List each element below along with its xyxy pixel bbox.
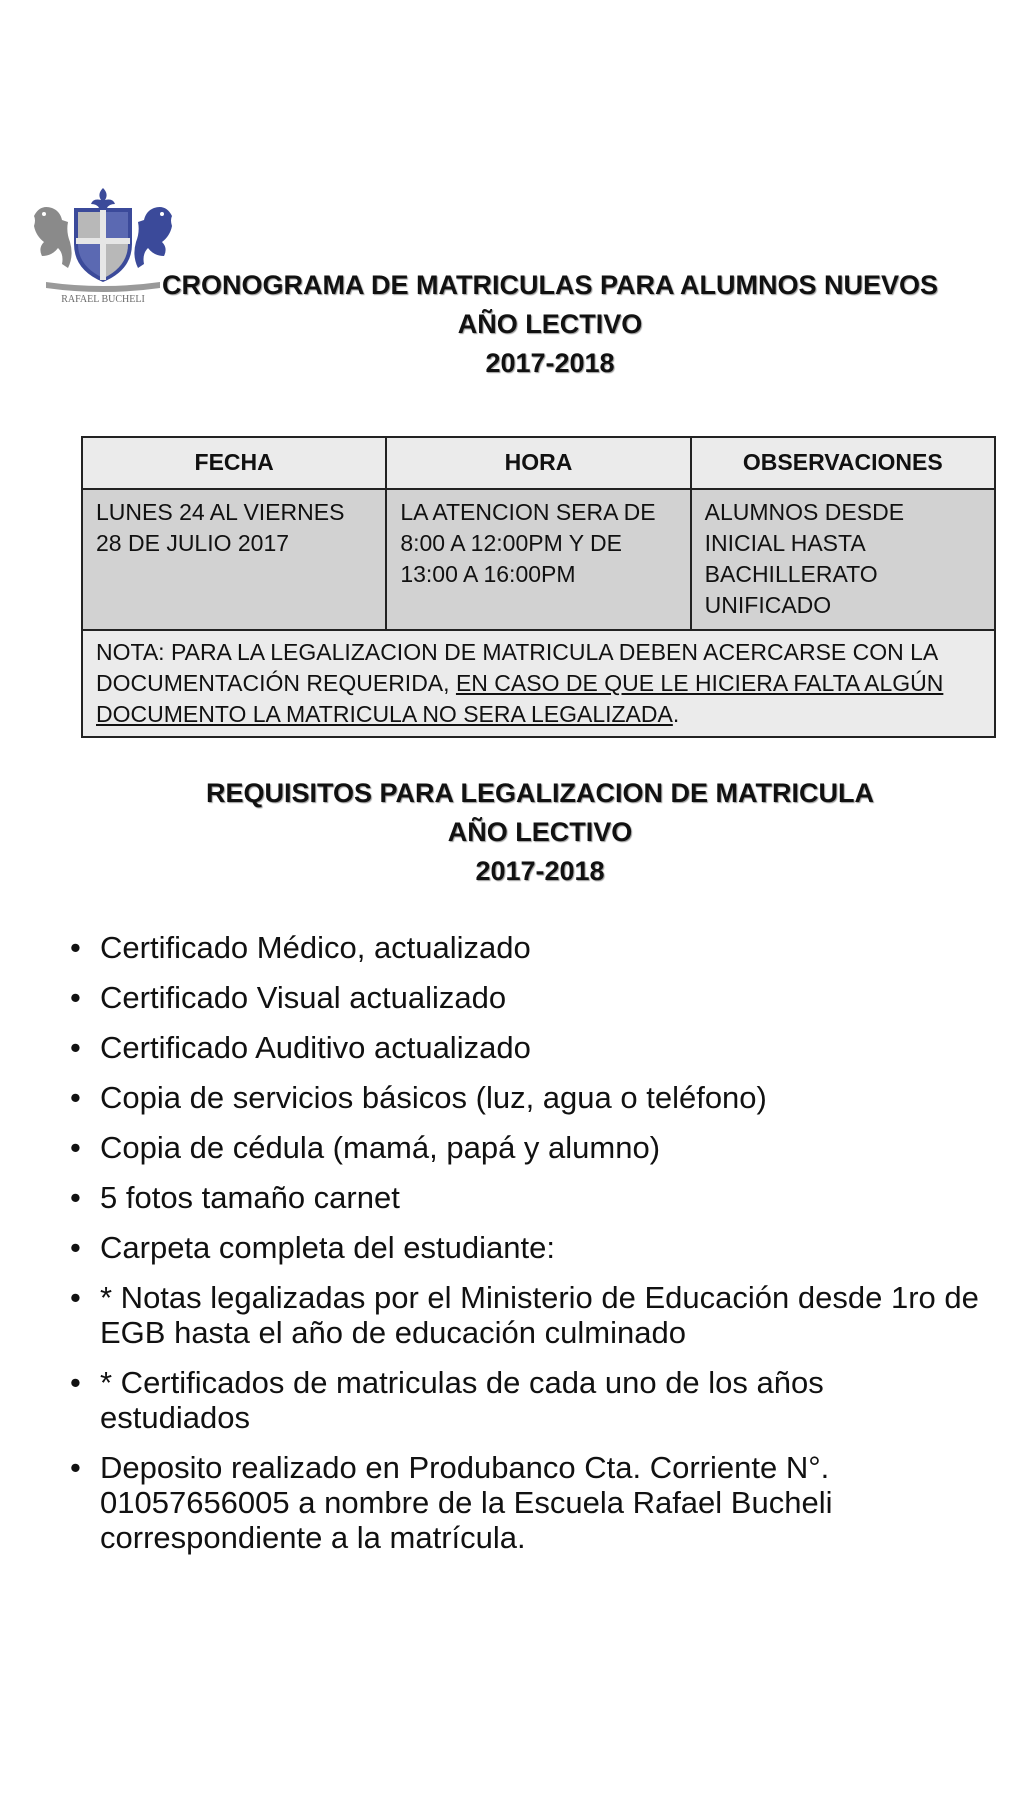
requirement-text: * Notas legalizadas por el Ministerio de Educación desde 1ro de EGB hasta el año de educación culminado xyxy=(100,1280,979,1350)
table-row xyxy=(82,489,995,630)
requirements-title-line1: REQUISITOS PARA LEGALIZACION DE MATRICULA xyxy=(206,778,874,808)
note-text: NOTA: PARA LA LEGALIZACION DE MATRICULA DEBEN ACERCARSE CON LA DOCUMENTACIÓN REQUERIDA, xyxy=(96,639,938,696)
schedule-title-line3: 2017-2018 xyxy=(485,348,615,378)
list-item xyxy=(70,1365,980,1435)
note-row xyxy=(82,630,995,737)
bullet-icon: • xyxy=(70,1080,81,1115)
schedule-title xyxy=(150,266,950,383)
bullet-icon: • xyxy=(70,1450,81,1485)
list-item xyxy=(70,930,980,965)
bullet-icon: • xyxy=(70,1280,81,1315)
requirement-text: Copia de cédula (mamá, papá y alumno) xyxy=(100,1130,661,1165)
list-item xyxy=(70,1130,980,1165)
cell-observaciones: ALUMNOS DESDE INICIAL HASTA BACHILLERATO UNIFICADO xyxy=(691,489,995,630)
bullet-icon: • xyxy=(70,980,81,1015)
requirement-text: Carpeta completa del estudiante: xyxy=(100,1230,555,1265)
cell-fecha: LUNES 24 AL VIERNES 28 DE JULIO 2017 xyxy=(82,489,386,630)
bullet-icon: • xyxy=(70,1365,81,1400)
bullet-icon: • xyxy=(70,1030,81,1065)
note-cell xyxy=(82,630,995,737)
header-fecha: FECHA xyxy=(82,437,386,489)
bullet-icon: • xyxy=(70,1230,81,1265)
note-warning: EN CASO DE QUE LE HICIERA FALTA ALGÚN DOCUMENTO LA MATRICULA NO SERA LEGALIZADA xyxy=(96,670,944,727)
requirement-text: Copia de servicios básicos (luz, agua o teléfono) xyxy=(100,1080,767,1115)
bullet-icon: • xyxy=(70,930,81,965)
schedule-title-line1: CRONOGRAMA DE MATRICULAS PARA ALUMNOS NUEVOS xyxy=(162,270,938,300)
requirement-text: 5 fotos tamaño carnet xyxy=(100,1180,400,1215)
requirement-text: Certificado Visual actualizado xyxy=(100,980,507,1015)
requirements-title-line2: AÑO LECTIVO xyxy=(447,817,633,847)
bullet-icon: • xyxy=(70,1130,81,1165)
schedule-table xyxy=(81,436,996,738)
requirement-text: * Certificados de matriculas de cada uno de los años estudiados xyxy=(100,1365,824,1435)
requirements-list xyxy=(70,930,980,1570)
list-item xyxy=(70,1180,980,1215)
requirement-text: Certificado Médico, actualizado xyxy=(100,930,531,965)
list-item xyxy=(70,1450,980,1555)
header-observaciones: OBSERVACIONES xyxy=(691,437,995,489)
list-item xyxy=(70,1030,980,1065)
requirements-title xyxy=(140,774,940,891)
bullet-icon: • xyxy=(70,1180,81,1215)
list-item xyxy=(70,980,980,1015)
requirement-text: Deposito realizado en Produbanco Cta. Corriente N°. 01057656005 a nombre de la Escuela Rafael Bucheli correspondiente a la matrícula. xyxy=(100,1450,833,1555)
note-end: . xyxy=(672,701,680,727)
table-header-row xyxy=(82,437,995,489)
requirements-title-line3: 2017-2018 xyxy=(475,856,605,886)
schedule-title-line2: AÑO LECTIVO xyxy=(457,309,643,339)
header-hora: HORA xyxy=(386,437,690,489)
cell-hora: LA ATENCION SERA DE 8:00 A 12:00PM Y DE 13:00 A 16:00PM xyxy=(386,489,690,630)
list-item xyxy=(70,1280,980,1350)
list-item xyxy=(70,1230,980,1265)
requirement-text: Certificado Auditivo actualizado xyxy=(100,1030,531,1065)
logo-caption: RAFAEL BUCHELI xyxy=(61,294,145,305)
list-item xyxy=(70,1080,980,1115)
